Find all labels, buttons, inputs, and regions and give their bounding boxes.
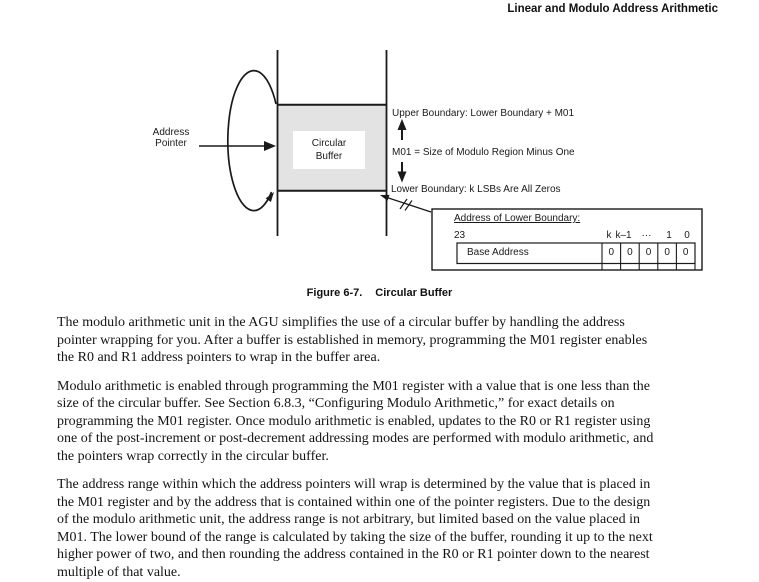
body-text-line: Modulo arithmetic is enabled through programming the M01 register with a value that is one less than the <box>57 378 650 394</box>
body-text-line: The address range within which the address pointers will wrap is determined by the value that is placed in <box>57 477 651 492</box>
bit-label-dots: ··· <box>641 230 652 241</box>
address-pointer-arrowhead <box>264 141 276 151</box>
address-pointer-label <box>142 127 200 149</box>
base-address-label: Base Address <box>467 247 529 258</box>
bit-label-k: k <box>606 230 612 241</box>
register-cell-value: 0 <box>664 247 670 258</box>
bit-label-0: 0 <box>684 230 690 241</box>
circular-buffer-label-line2: Buffer <box>315 151 343 162</box>
figure-caption-label: Figure 6-7. <box>306 287 363 299</box>
address-pointer-label-line1: Address <box>152 127 190 138</box>
wrap-arc <box>228 71 276 211</box>
m01-size-label: M01 = Size of Modulo Region Minus One <box>392 147 575 158</box>
body-text-line: higher power of two, and then rounding the address contained in the R0 or R1 pointer down to the nearest <box>57 547 650 562</box>
circular-buffer-label <box>293 131 365 169</box>
address-pointer-label-line2: Pointer <box>155 138 187 149</box>
body-text <box>57 314 653 582</box>
address-box-title: Address of Lower Boundary: <box>454 213 581 224</box>
bit-label-k-1: k–1 <box>615 230 632 241</box>
body-text-line: the pointers wrap correctly in the circular buffer. <box>57 448 329 464</box>
figure-caption-title: Circular Buffer <box>375 287 453 299</box>
register-cell-value: 0 <box>627 247 633 258</box>
paragraph <box>57 314 653 367</box>
body-text-line: The modulo arithmetic unit in the AGU simplifies the use of a circular buffer by handling the address <box>57 315 625 330</box>
page-header-title: Linear and Modulo Address Arithmetic <box>507 3 718 15</box>
register-cell-value: 0 <box>645 247 652 258</box>
body-text-line: pointer wrapping for you. After a buffer is established in memory, programming the M01 register enables <box>57 332 648 348</box>
register-cell-value: 0 <box>608 247 615 258</box>
body-text-line: M01. The lower bound of the range is calculated by taking the size of the buffer, rounding it up to the next <box>57 529 653 545</box>
body-text-line: size of the circular buffer. See Section 6.8.3, “Configuring Modulo Arithmetic,” for exact details on <box>57 396 615 411</box>
m01-up-arrowhead <box>398 119 407 130</box>
body-text-line: the M01 register and by the address that is contained within one of the pointer registers. Due to the design <box>57 494 651 510</box>
body-text-line: programming the M01 register. Once modulo arithmetic is enabled, updates to the R0 or R1 register using <box>57 413 651 429</box>
lower-boundary-label: Lower Boundary: k LSBs Are All Zeros <box>391 184 561 195</box>
m01-down-arrowhead <box>398 172 407 183</box>
body-text-line: of the modulo arithmetic unit, the address range is not arbitrary, but limited based on the value placed in <box>57 512 641 527</box>
bit-label-1: 1 <box>666 230 672 241</box>
figure-caption <box>0 287 759 299</box>
paragraph <box>57 378 653 466</box>
circular-buffer-label-line1: Circular <box>311 138 347 149</box>
body-text-line: the R0 and R1 address pointers to wrap in the buffer area. <box>57 350 381 365</box>
address-box-msb-label: 23 <box>454 230 466 241</box>
body-text-line: one of the post-increment or post-decrement addressing modes are performed with modulo arithmetic, and <box>57 431 654 446</box>
paragraph <box>57 476 653 581</box>
upper-boundary-label: Upper Boundary: Lower Boundary + M01 <box>392 108 575 119</box>
boundary-connector-arrowhead <box>380 195 390 201</box>
body-text-line: multiple of that value. <box>57 564 181 580</box>
register-cell-value: 0 <box>682 247 689 258</box>
